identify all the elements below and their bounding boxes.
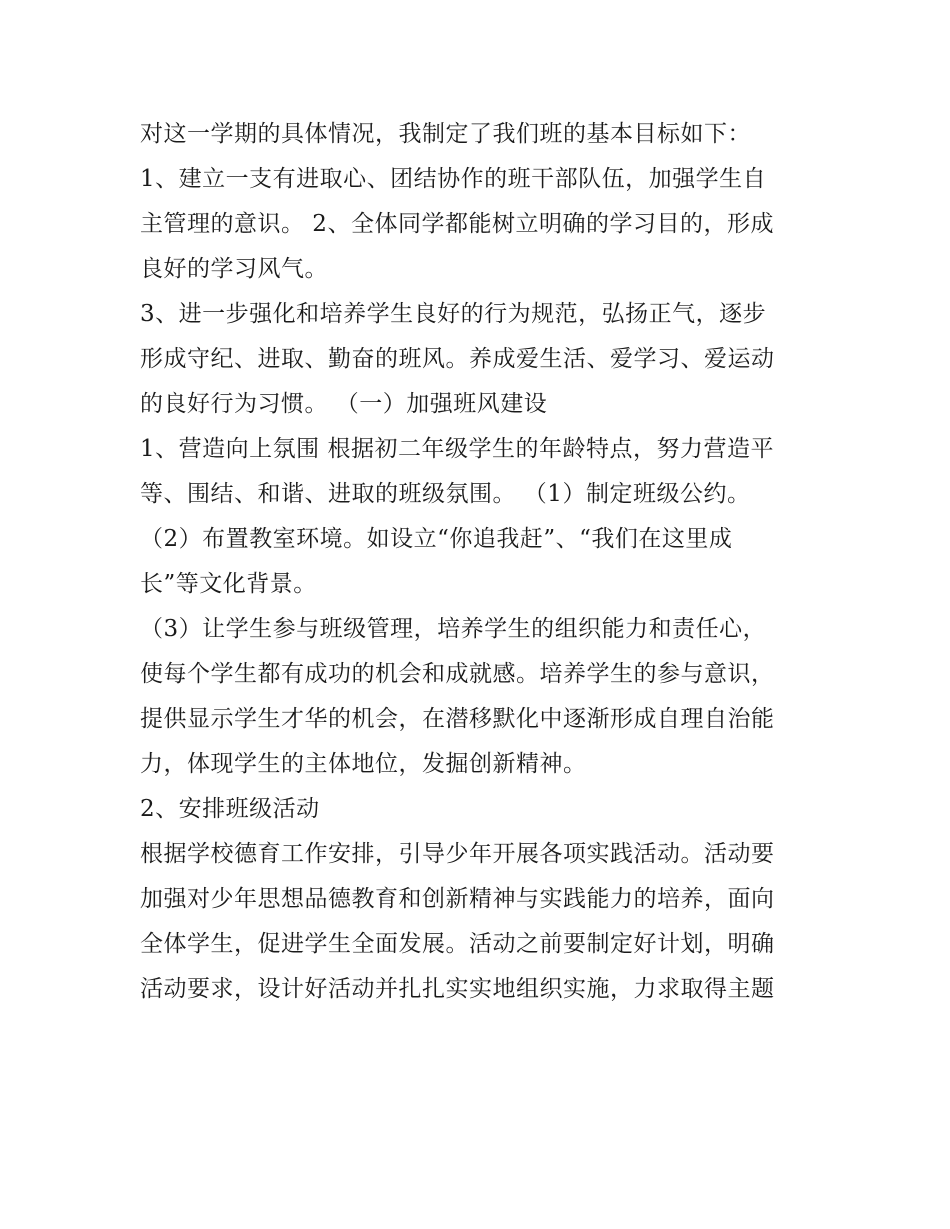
text-line: 良好的学习风气。	[140, 256, 328, 282]
text-line: （3）让学生参与班级管理，培养学生的组织能力和责任心，	[140, 616, 767, 642]
text-line: 活动要求，设计好活动并扎扎实实地组织实施，力求取得主题	[140, 976, 775, 1002]
document-body	[140, 112, 820, 1012]
text-line: 1、营造向上氛围 根据初二年级学生的年龄特点，努力营造平	[140, 436, 774, 462]
text-line: 主管理的意识。 2、全体同学都能树立明确的学习目的，形成	[140, 211, 774, 237]
text-line: 提供显示学生才华的机会，在潜移默化中逐渐形成自理自治能	[140, 706, 775, 732]
text-line: 长”等文化背景。	[140, 571, 317, 597]
text-line: 力，体现学生的主体地位，发掘创新精神。	[140, 751, 587, 777]
text-line: 加强对少年思想品德教育和创新精神与实践能力的培养，面向	[140, 886, 775, 912]
text-line: （2）布置教室环境。如设立“你追我赶”、“我们在这里成	[140, 526, 733, 552]
text-line: 2、安排班级活动	[140, 796, 320, 822]
text-line: 根据学校德育工作安排，引导少年开展各项实践活动。活动要	[140, 841, 775, 867]
text-line: 使每个学生都有成功的机会和成就感。培养学生的参与意识，	[140, 661, 775, 687]
text-line: 3、进一步强化和培养学生良好的行为规范，弘扬正气，逐步	[140, 301, 767, 327]
text-line: 全体学生，促进学生全面发展。活动之前要制定好计划，明确	[140, 931, 775, 957]
text-line: 形成守纪、进取、勤奋的班风。养成爱生活、爱学习、爱运动	[140, 346, 775, 372]
text-line: 的良好行为习惯。 （一）加强班风建设	[140, 391, 548, 417]
text-line: 1、建立一支有进取心、团结协作的班干部队伍，加强学生自	[140, 166, 767, 192]
text-line: 对这一学期的具体情况，我制定了我们班的基本目标如下：	[140, 121, 751, 147]
text-line: 等、围结、和谐、进取的班级氛围。 （1）制定班级公约。	[140, 481, 751, 507]
